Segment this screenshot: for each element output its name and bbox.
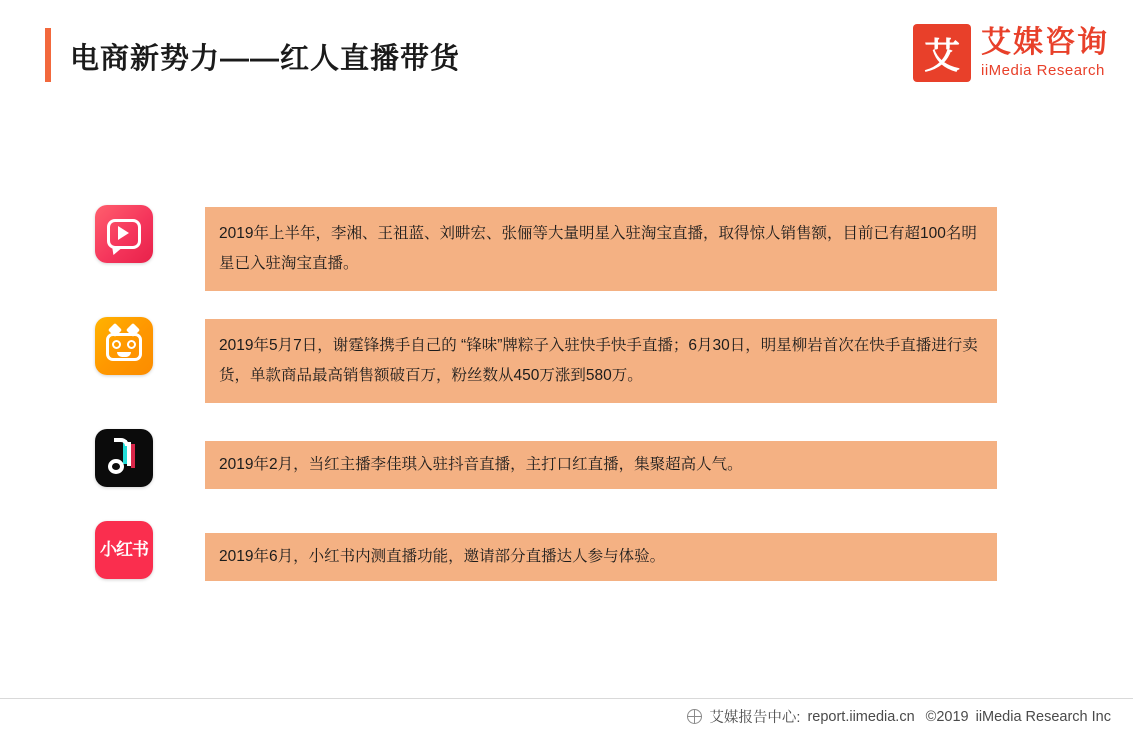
globe-icon (687, 709, 702, 724)
list-item (0, 429, 1133, 489)
list-item (0, 521, 1133, 581)
brand-logo (913, 24, 1109, 82)
list-item-text: 2019年6月，小红书内测直播功能，邀请部分直播达人参与体验。 (205, 533, 997, 581)
list-item-text: 2019年5月7日，谢霆锋携手自己的 “锋味”牌粽子入驻快手快手直播；6月30日，明星柳岩首次在快手直播进行卖货，单款商品最高销售额破百万，粉丝数从450万涨到580万。 (205, 319, 997, 403)
footer-link[interactable]: report.iimedia.cn (807, 708, 915, 725)
page-footer (0, 697, 1133, 737)
taobao-live-icon (95, 205, 153, 263)
page-header (0, 0, 1133, 110)
douyin-icon (95, 429, 153, 487)
footer-copyright: ©2019 (925, 708, 969, 725)
list-item-text: 2019年上半年，李湘、王祖蓝、刘畊宏、张俪等大量明星入驻淘宝直播，取得惊人销售额，目前已有超100名明星已入驻淘宝直播。 (205, 207, 997, 291)
logo-text-cn: 艾媒咨询 (981, 26, 1109, 60)
content-rows (0, 205, 1133, 603)
footer-brand: iiMedia Research Inc (975, 708, 1111, 725)
logo-text (981, 27, 1109, 78)
xiaohongshu-icon (95, 521, 153, 579)
kuaishou-icon (95, 317, 153, 375)
title-accent-bar (45, 28, 51, 82)
list-item-text: 2019年2月，当红主播李佳琪入驻抖音直播，主打口红直播，集聚超高人气。 (205, 441, 997, 489)
logo-mark: 艾 (913, 24, 971, 82)
footer-divider (0, 698, 1133, 699)
footer-report-center: 艾媒报告中心: (709, 710, 801, 726)
page-title: 电商新势力——红人直播带货 (70, 43, 461, 75)
logo-text-en: iiMedia Research (981, 61, 1105, 79)
xiaohongshu-icon-label: 小红书 (100, 540, 148, 560)
list-item (0, 317, 1133, 403)
list-item (0, 205, 1133, 291)
footer-content (687, 706, 1111, 727)
